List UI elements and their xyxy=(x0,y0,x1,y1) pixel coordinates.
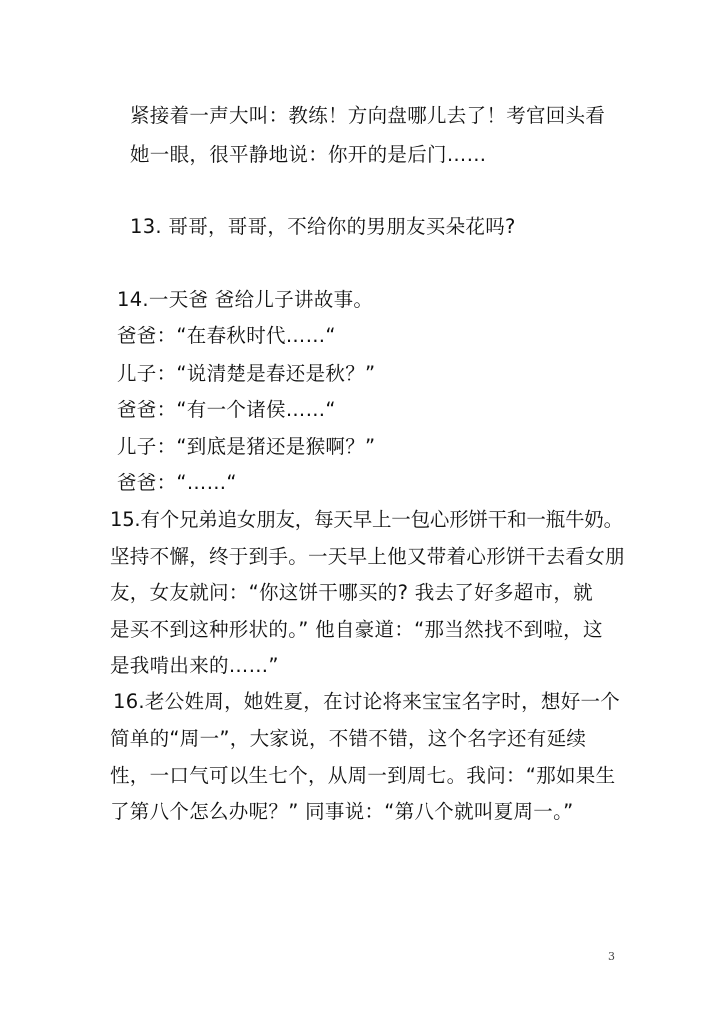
dialogue-line: 爸爸：“在春秋时代……“ xyxy=(117,324,336,347)
joke-13-line: 13. 哥哥，哥哥，不给你的男朋友买朵花吗? xyxy=(130,215,516,238)
joke-15-line: 是买不到这种形状的。” 他自豪道：“那当然找不到啦，这 xyxy=(110,618,603,641)
joke-16-line: 了第八个怎么办呢？” 同事说：“第八个就叫夏周一。” xyxy=(110,800,574,823)
dialogue-line: 儿子：“到底是猪还是猴啊？” xyxy=(117,435,376,458)
joke-15-line: 是我啃出来的……” xyxy=(110,654,279,677)
text-line: 她一眼，很平静地说：你开的是后门…… xyxy=(130,143,487,166)
joke-16-line: 16.老公姓周，她姓夏，在讨论将来宝宝名字时，想好一个 xyxy=(113,690,621,713)
joke-15-line: 15.有个兄弟追女朋友，每天早上一包心形饼干和一瓶牛奶。 xyxy=(110,508,623,531)
text-line: 紧接着一声大叫：教练！方向盘哪儿去了！考官回头看 xyxy=(130,104,606,127)
joke-16-line: 性，一口气可以生七个，从周一到周七。我问：“那如果生 xyxy=(110,764,616,787)
dialogue-line: 爸爸：“……“ xyxy=(117,471,237,494)
joke-14-title: 14.一天爸 爸给儿子讲故事。 xyxy=(117,288,374,311)
page-number: 3 xyxy=(608,950,615,963)
joke-15-line: 友，女友就问：“你这饼干哪买的? 我去了好多超市，就 xyxy=(110,581,593,604)
joke-15-line: 坚持不懈，终于到手。一天早上他又带着心形饼干去看女朋 xyxy=(110,545,625,568)
dialogue-line: 爸爸：“有一个诸侯……“ xyxy=(117,398,336,421)
dialogue-line: 儿子：“说清楚是春还是秋？” xyxy=(117,362,376,385)
joke-16-line: 简单的“周一”，大家说，不错不错，这个名字还有延续 xyxy=(110,727,587,750)
